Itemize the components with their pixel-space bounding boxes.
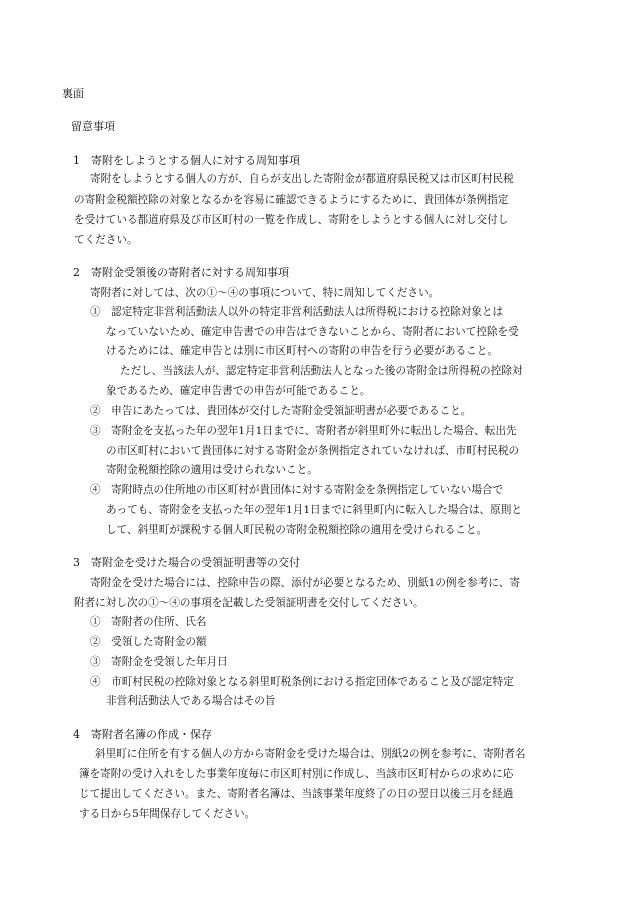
item-2-point-1: なっていないため、確定申告書での申告はできないことから、寄附者において控除を受 — [106, 326, 519, 338]
item-1-line: を受けている都道府県及び市区町村の一覧を作成し、寄附をしようとする個人に対し交付し — [74, 214, 509, 226]
page-label: 裏面 — [62, 87, 84, 100]
item-1-heading: 1 寄附をしようとする個人に対する周知事項 — [73, 154, 300, 167]
item-1-line: 寄附をしようとする個人の方が、自らが支出した寄附金が都道府県民税又は市区町村民税 — [90, 173, 514, 185]
item-2-heading: 2 寄附金受領後の寄附者に対する周知事項 — [73, 266, 289, 279]
item-4-line: じて提出してください。また、寄附者名簿は、当該事業年度終了の日の翌日以後三月を経過 — [79, 788, 514, 800]
item-3-line: 寄附金を受けた場合には、控除申告の際、添付が必要となるため、別紙1の例を参考に、寄 — [90, 577, 521, 589]
item-2-point-4: ④ 寄附時点の住所地の市区町村が貴団体に対する寄附金を条例指定していない場合で — [90, 484, 504, 496]
item-4-line: 簿を寄附の受け入れをした事業年度毎に市区町村別に作成し、当該市区町村からの求めに応 — [79, 768, 514, 780]
item-2-point-1: ただし、当該法人が、認定特定非営利活動法人となった後の寄附金は所得税の控除対 — [120, 365, 523, 377]
item-3-point: ③ 寄附金を受領した年月日 — [90, 656, 228, 668]
item-2-intro: 寄附者に対しては、次の①～④の事項について、特に周知してください。 — [90, 287, 440, 299]
item-2-point-1: ① 認定特定非営利活動法人以外の特定非営利活動法人は所得税における控除対象とは — [90, 306, 504, 318]
item-4-heading: 4 寄附者名簿の作成・保存 — [73, 728, 212, 741]
item-3-line: 附者に対し次の①～④の事項を記載した受領証明書を交付してください。 — [74, 597, 424, 609]
item-3-point: ④ 市町村民税の控除対象となる斜里町税条例における指定団体であること及び認定特定 — [90, 676, 514, 688]
item-2-point-2: ② 申告にあたっては、貴団体が交付した寄附金受領証明書が必要であること。 — [90, 405, 472, 417]
item-2-point-1: けるためには、確定申告とは別に市区町村への寄附の申告を行う必要があること。 — [106, 345, 498, 357]
item-2-point-1: 象であるため、確定申告書での申告が可能であること。 — [106, 385, 371, 397]
item-2-point-4: あっても、寄附金を支払った年の翌年1月1日までに斜里町内に転入した場合は、原則と — [106, 504, 522, 516]
item-3-heading: 3 寄附金を受けた場合の受領証明書等の交付 — [73, 556, 300, 569]
item-2-point-4: して、斜里町が課税する個人町民税の寄附金税額控除の適用を受けられること。 — [106, 524, 488, 536]
item-3-point: 非営利活動法人である場合はその旨 — [106, 695, 276, 707]
item-4-line: 斜里町に住所を有する個人の方から寄附金を受けた場合は、別紙2の例を参考に、寄附者名 — [95, 748, 526, 760]
item-2-point-3: ③ 寄附金を支払った年の翌年1月1日までに、寄附者が斜里町外に転出した場合、転出先 — [90, 425, 517, 437]
item-2-point-3: 寄附金税額控除の適用は受けられないこと。 — [106, 464, 318, 476]
item-3-point: ① 寄附者の住所、氏名 — [90, 616, 207, 628]
item-3-point: ② 受領した寄附金の額 — [90, 636, 207, 648]
item-4-line: する日から5年間保存してください。 — [79, 808, 256, 820]
item-1-line: の寄附金税額控除の対象となるかを容易に確認できるようにするために、貴団体が条例指定 — [74, 194, 509, 206]
section-title: 留意事項 — [71, 120, 115, 133]
item-1-line: てください。 — [74, 234, 138, 246]
item-2-point-3: の市区町村において貴団体に対する寄附金が条例指定されていなければ、市町村民税の — [106, 445, 520, 457]
